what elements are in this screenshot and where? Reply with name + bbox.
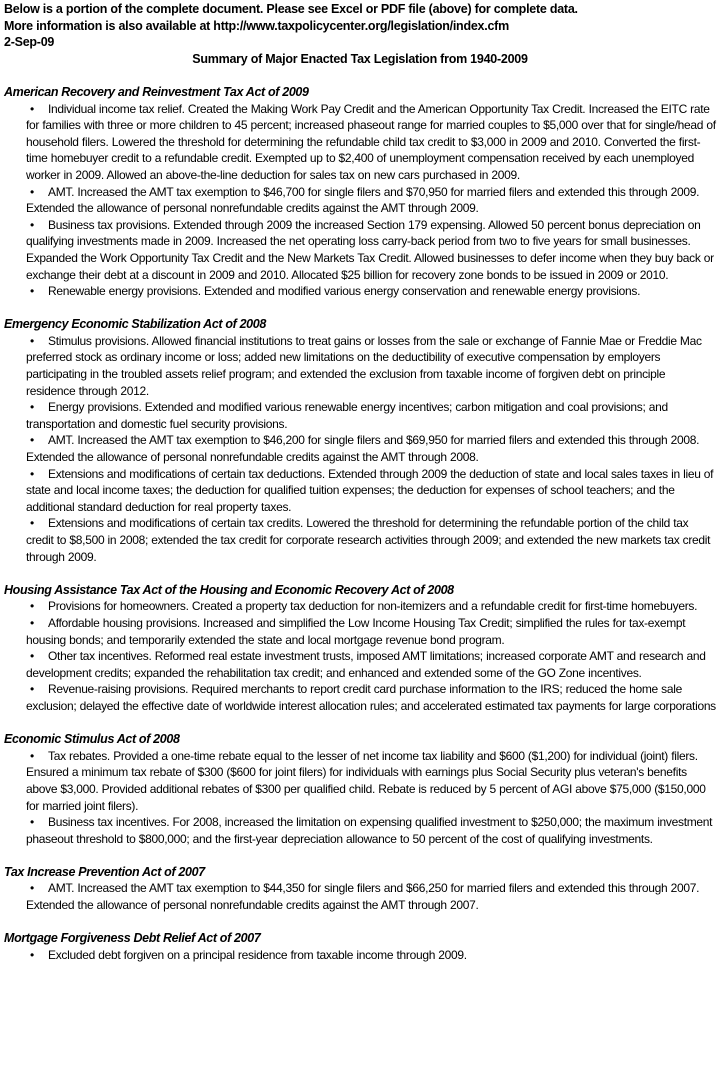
bullet-text: Affordable housing provisions. Increased and simplified the Low Income Housing Tax Credit; simplified the rules for tax-exempt housing bonds; and temporarily extended the state and local mortgage revenue bond program. (26, 615, 686, 647)
bullet-icon: • (30, 433, 34, 448)
bullet-icon: • (30, 217, 34, 232)
bullet-icon: • (30, 682, 34, 697)
bullet-text: Provisions for homeowners. Created a property tax deduction for non-itemizers and a refundable credit for first-time homebuyers. (48, 599, 698, 614)
bullet-text: Stimulus provisions. Allowed financial institutions to treat gains or losses from the sale or exchange of Fannie Mae or Freddie Mac preferred stock as ordinary income or loss; added new limitations on the deductibility of executive compensation by employers participating in the troubled assets relief program; and extended the exclusion from taxable income of forgiven debt on principle residence through 2012. (26, 333, 702, 398)
bullet-icon: • (30, 400, 34, 415)
act-section (4, 731, 720, 847)
bullet-icon: • (30, 599, 34, 614)
bullet-icon: • (30, 516, 34, 531)
bullet-item (26, 598, 716, 615)
act-title: American Recovery and Reinvestment Tax Act of 2009 (4, 84, 309, 99)
header-more-info: More information is also available at http://www.taxpolicycenter.org/legislation/index.cfm (4, 18, 509, 33)
bullet-item (26, 101, 716, 184)
header-notice: Below is a portion of the complete document. Please see Excel or PDF file (above) for complete data. (4, 2, 578, 16)
header-date: 2-Sep-09 (4, 35, 55, 50)
bullet-icon: • (30, 881, 34, 896)
bullet-text: Energy provisions. Extended and modified various renewable energy incentives; carbon mitigation and coal provisions; and transportation and domestic fuel security provisions. (26, 400, 668, 431)
bullet-item (26, 399, 716, 432)
bullet-item (26, 748, 716, 814)
spacer (4, 715, 720, 732)
bullet-icon: • (30, 947, 34, 962)
bullet-icon: • (30, 101, 34, 116)
spacer (4, 914, 720, 931)
bullet-icon: • (30, 748, 34, 763)
bullet-item (26, 615, 716, 648)
bullet-icon: • (30, 284, 34, 299)
bullet-text: Excluded debt forgiven on a principal residence from taxable income through 2009. (48, 947, 467, 962)
bullet-item (26, 880, 716, 913)
bullet-text: AMT. Increased the AMT tax exemption to $46,200 for single filers and $69,950 for married filers and extended this through 2008. Extended the allowance of personal nonrefundable credits against the AMT through 2008. (26, 433, 700, 465)
bullet-item (26, 184, 716, 217)
spacer (4, 67, 720, 84)
bullet-text: Other tax incentives. Reformed real estate investment trusts, imposed AMT limitations; increased corporate AMT and research and development credits; expanded the rehabilitation tax credit; and enhanced and extended some of the GO Zone incentives. (26, 649, 706, 680)
bullet-item (26, 466, 716, 516)
bullet-icon: • (30, 333, 34, 348)
bullet-item (26, 283, 716, 300)
act-section (4, 582, 720, 715)
bullet-text: Tax rebates. Provided a one-time rebate equal to the lesser of net income tax liability and $600 ($1,200) for individual (joint) filers. Ensured a minimum tax rebate of $300 ($600 for joint filers) for individuals with earnings plus Social Security plus veteran's benefits above $3,000. Provided additional rebates of $300 per qualified child. Rebate is reduced by 5 percent of AGI above $75,000 ($150,000 for married joint filers). (26, 748, 706, 813)
spacer (4, 565, 720, 582)
act-section (4, 864, 720, 914)
act-title: Economic Stimulus Act of 2008 (4, 732, 180, 747)
bullet-icon: • (30, 649, 34, 664)
bullet-icon: • (30, 615, 34, 630)
spacer (4, 847, 720, 864)
bullet-text: Renewable energy provisions. Extended and modified various energy conservation and renewable energy provisions. (48, 284, 641, 299)
bullet-item (26, 432, 716, 465)
bullet-item (26, 648, 716, 681)
bullet-icon: • (30, 815, 34, 830)
act-section (4, 316, 720, 565)
bullet-item (26, 947, 716, 964)
bullet-item (26, 217, 716, 283)
act-title: Housing Assistance Tax Act of the Housing and Economic Recovery Act of 2008 (4, 582, 454, 597)
bullet-text: Revenue-raising provisions. Required merchants to report credit card purchase information to the IRS; reduced the home sale exclusion; delayed the effective date of worldwide interest allocation rules; and accelerated estimated tax payments for large corporations (26, 682, 716, 713)
act-title: Mortgage Forgiveness Debt Relief Act of 2007 (4, 931, 261, 946)
bullet-text: AMT. Increased the AMT tax exemption to $46,700 for single filers and $70,950 for married filers and extended this through 2009. Extended the allowance of personal nonrefundable credits against the AMT through 2009. (26, 184, 700, 216)
bullet-icon: • (30, 466, 34, 481)
document-title: Summary of Major Enacted Tax Legislation from 1940-2009 (192, 51, 528, 66)
bullet-text: Business tax provisions. Extended through 2009 the increased Section 179 expensing. Allowed 50 percent bonus depreciation on qualifying investments made in 2009. Increased the net operating loss carry-back period from two to five years for small businesses. Expanded the Work Opportunity Tax Credit and the New Markets Tax Credit. Allowed businesses to defer income when they buy back or exchange their debt at a discount in 2009 and 2010. Allocated $25 billion for recovery zone bonds to be issued in 2009 or 2010. (26, 217, 714, 282)
bullet-text: AMT. Increased the AMT tax exemption to $44,350 for single filers and $66,250 for married filers and extended this through 2007. Extended the allowance of personal nonrefundable credits against the AMT through 2007. (26, 881, 700, 913)
act-section (4, 930, 720, 963)
act-section (4, 84, 720, 300)
bullet-item (26, 814, 716, 847)
bullet-icon: • (30, 184, 34, 199)
bullet-text: Business tax incentives. For 2008, increased the limitation on expensing qualified investment to $250,000; the maximum investment phaseout threshold to $800,000; and the first-year depreciation allowance to 50 percent of the cost of qualifying investments. (26, 815, 713, 846)
bullet-item (26, 333, 716, 399)
spacer (4, 300, 720, 317)
bullet-text: Individual income tax relief. Created the Making Work Pay Credit and the American Opportunity Tax Credit. Increased the EITC rate for families with three or more children to 45 percent; increased phaseout range for married couples to $5,000 over that for single/head of household filers. Lowered the threshold for determining the refundable child tax credit to $3,000 in 2009 and 2010. Converted the first-time homebuyer credit to a refundable credit. Exempted up to $2,400 of unemployment compensation received by each unemployed worker in 2009. Allowed an above-the-line deduction for sales tax on new cars purchased in 2009. (26, 101, 716, 182)
bullet-text: Extensions and modifications of certain tax credits. Lowered the threshold for determining the refundable portion of the child tax credit to $8,500 in 2008; extended the tax credit for corporate research activities through 2009; and extended the new markets tax credit through 2009. (26, 516, 711, 564)
act-title: Tax Increase Prevention Act of 2007 (4, 864, 205, 879)
bullet-item (26, 681, 716, 714)
bullet-text: Extensions and modifications of certain tax deductions. Extended through 2009 the deduction of state and local sales taxes in lieu of state and local income taxes; the deduction for qualified tuition expenses; the deduction for expenses of school teachers; and the additional standard deduction for real property taxes. (26, 466, 714, 514)
bullet-item (26, 515, 716, 565)
act-title: Emergency Economic Stabilization Act of 2008 (4, 317, 266, 332)
